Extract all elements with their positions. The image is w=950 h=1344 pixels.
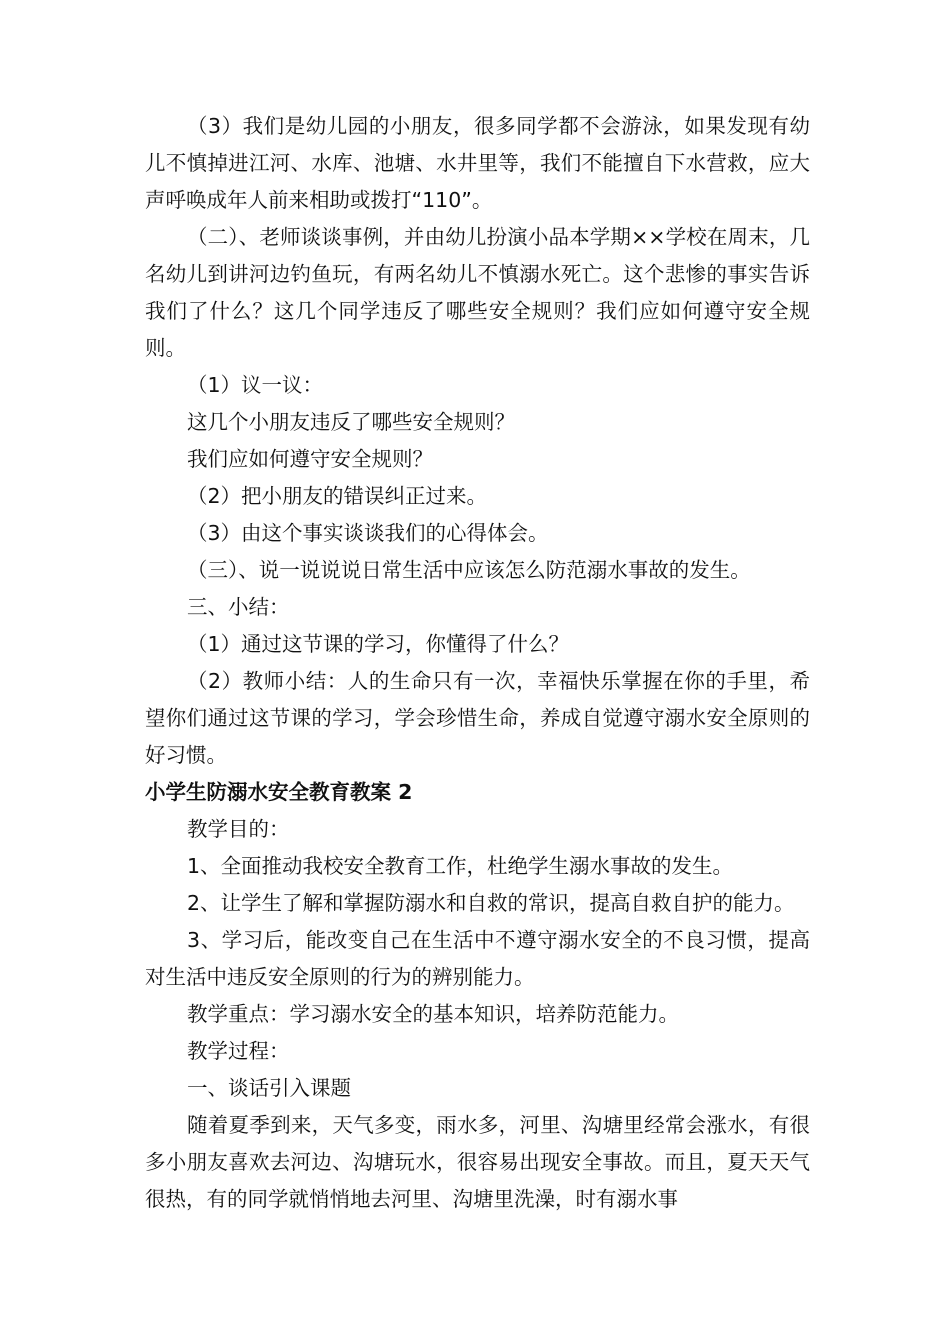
paragraph: 随着夏季到来，天气多变，雨水多，河里、沟塘里经常会涨水，有很多小朋友喜欢去河边、沟塘玩水，很容易出现安全事故。而且，夏天天气很热，有的同学就悄悄地去河里、沟塘里洗澡，时有溺水事 [145, 1113, 810, 1211]
text-line: 教学目的： [187, 817, 290, 841]
paragraph: （二）、老师谈谈事例，并由幼儿扮演小品本学期××学校在周末，几名幼儿到讲河边钓鱼玩，有两名幼儿不慎溺水死亡。这个悲惨的事实告诉我们了什么？这几个同学违反了哪些安全规则？我们应如何遵守安全规则。 [145, 225, 810, 360]
document-body [145, 108, 810, 1218]
section-heading: 小学生防溺水安全教育教案 2 [145, 780, 413, 804]
text-line: （1）议一议： [187, 373, 324, 397]
text-line: 1、全面推动我校安全教育工作，杜绝学生溺水事故的发生。 [187, 854, 734, 878]
text-line: （三）、说一说说说日常生活中应该怎么防范溺水事故的发生。 [187, 558, 751, 582]
text-line: 我们应如何遵守安全规则？ [187, 447, 433, 471]
text-line: 教学重点：学习溺水安全的基本知识，培养防范能力。 [187, 1002, 679, 1026]
paragraph: 3、学习后，能改变自己在生活中不遵守溺水安全的不良习惯，提高对生活中违反安全原则的行为的辨别能力。 [145, 928, 810, 989]
text-line: 2、让学生了解和掌握防溺水和自救的常识，提高自救自护的能力。 [187, 891, 795, 915]
text-line: 这几个小朋友违反了哪些安全规则？ [187, 410, 515, 434]
paragraph: （3）我们是幼儿园的小朋友，很多同学都不会游泳，如果发现有幼儿不慎掉进江河、水库、池塘、水井里等，我们不能擅自下水营救，应大声呼唤成年人前来相助或拨打“110”。 [145, 114, 810, 212]
text-line: 教学过程： [187, 1039, 290, 1063]
text-line: 一、谈话引入课题 [187, 1076, 351, 1100]
paragraph: （2）教师小结：人的生命只有一次，幸福快乐掌握在你的手里，希望你们通过这节课的学习，学会珍惜生命，养成自觉遵守溺水安全原则的好习惯。 [145, 669, 810, 767]
text-line: （1）通过这节课的学习，你懂得了什么？ [187, 632, 570, 656]
text-line: 三、小结： [187, 595, 290, 619]
text-line: （2）把小朋友的错误纠正过来。 [187, 484, 488, 508]
text-line: （3）由这个事实谈谈我们的心得体会。 [187, 521, 549, 545]
